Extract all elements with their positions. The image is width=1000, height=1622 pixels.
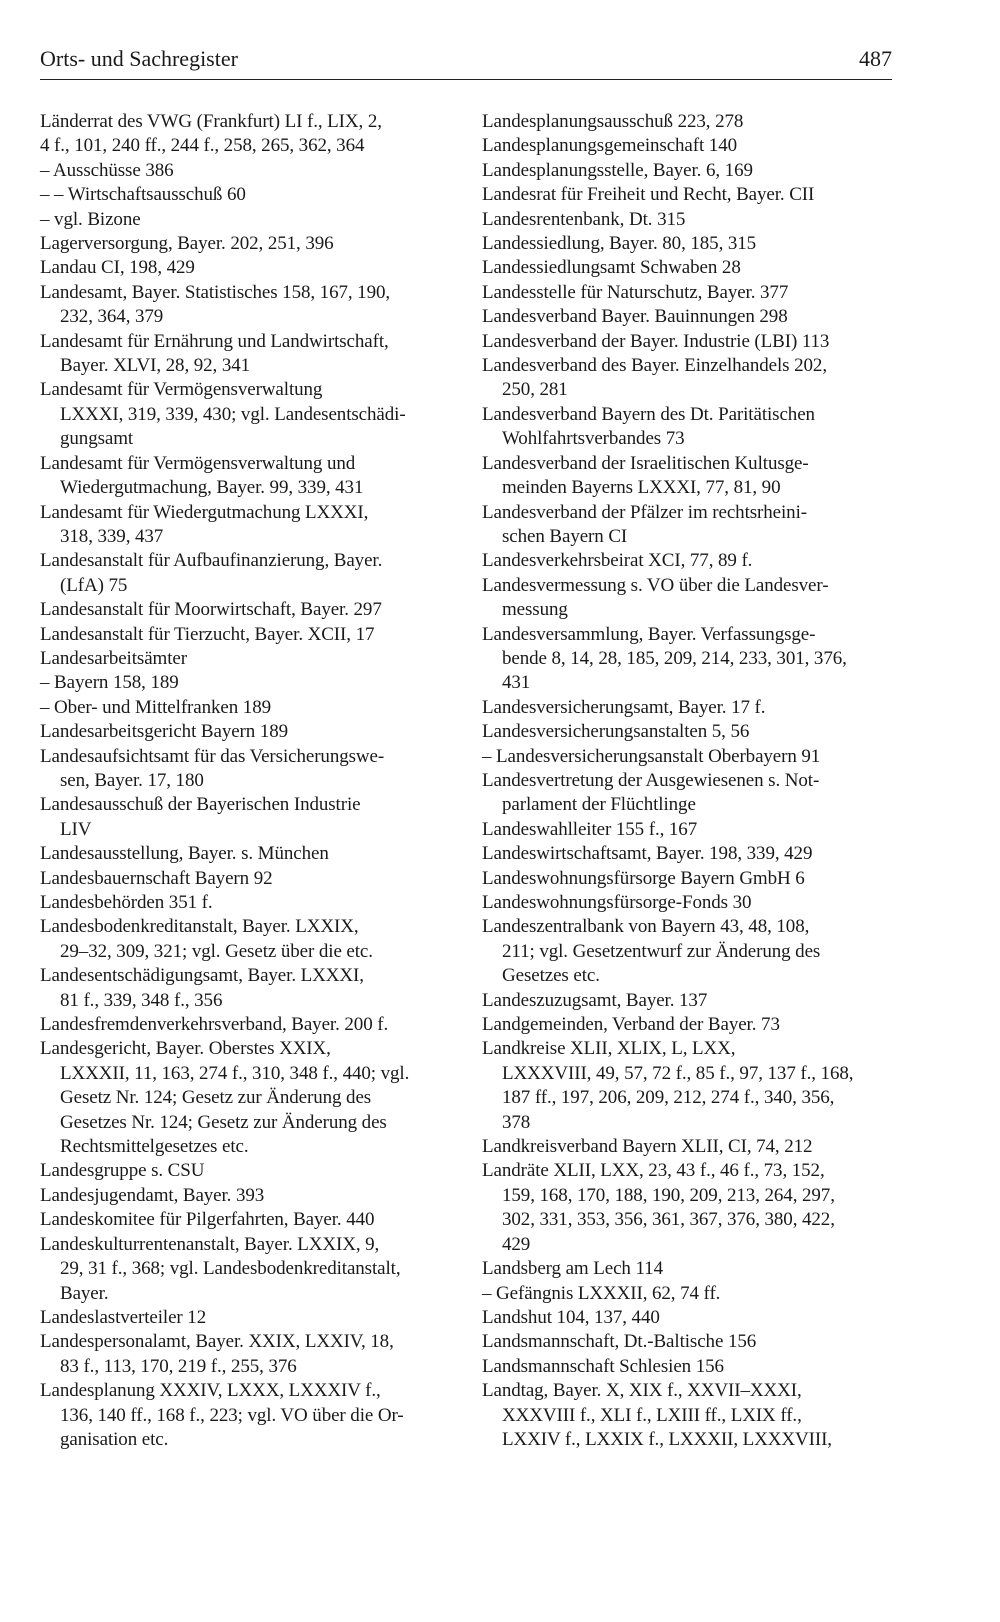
index-entry-continuation: LXXXVIII, 49, 57, 72 f., 85 f., 97, 137 f., 168,: [502, 1062, 854, 1084]
index-entry: Landesfremdenverkehrsverband, Bayer. 200 f.: [40, 1014, 389, 1036]
index-entry: – Bayern 158, 189: [40, 672, 179, 694]
index-entry: – – Wirtschaftsausschuß 60: [40, 184, 246, 206]
index-entry-continuation: 378: [502, 1111, 531, 1133]
index-entry: Länderrat des VWG (Frankfurt) LI f., LIX, 2,: [40, 111, 382, 132]
index-entry: Landesamt für Vermögensverwaltung: [40, 379, 323, 401]
index-entry: Landesrat für Freiheit und Recht, Bayer. CII: [482, 184, 815, 206]
index-column-right: [482, 110, 902, 1452]
index-entry: Landesplanungsstelle, Bayer. 6, 169: [482, 159, 753, 181]
index-entry: Landesamt für Vermögensverwaltung und: [40, 452, 356, 474]
index-entry-continuation: gungsamt: [60, 428, 134, 450]
index-entry-continuation: 159, 168, 170, 188, 190, 209, 213, 264, 297,: [502, 1184, 835, 1206]
index-entry: Landesjugendamt, Bayer. 393: [40, 1184, 265, 1206]
running-header: [40, 46, 892, 72]
index-entry: Landesgruppe s. CSU: [40, 1160, 205, 1182]
index-entry-continuation: 81 f., 339, 348 f., 356: [60, 989, 223, 1011]
index-entry-continuation: 318, 339, 437: [60, 525, 164, 547]
index-entry: – Ausschüsse 386: [40, 159, 174, 181]
index-entry-continuation: 250, 281: [502, 379, 568, 401]
index-entry-continuation: LXXXI, 319, 339, 430; vgl. Landesentschädi-: [60, 403, 406, 425]
index-entry: Landesbodenkreditanstalt, Bayer. LXXIX,: [40, 916, 359, 938]
index-entry-continuation: Gesetz Nr. 124; Gesetz zur Änderung des: [60, 1087, 372, 1109]
index-entry: Landsmannschaft Schlesien 156: [482, 1355, 724, 1377]
header-title: Orts- und Sachregister: [40, 46, 238, 71]
index-entry-continuation: Bayer. XLVI, 28, 92, 341: [60, 355, 251, 377]
index-entry: Landeswohnungsfürsorge-Fonds 30: [482, 892, 752, 913]
index-entry: Landesrentenbank, Dt. 315: [482, 208, 686, 230]
index-entry: Landesverband der Israelitischen Kultusge-: [482, 452, 809, 474]
index-entry: – Ober- und Mittelfranken 189: [40, 696, 271, 718]
index-entry-continuation: 232, 364, 379: [60, 306, 164, 328]
index-entry: Landesanstalt für Moorwirtschaft, Bayer. 297: [40, 599, 382, 621]
index-entry: Landesverband Bayern des Dt. Paritätischen: [482, 403, 815, 425]
index-column-left: [40, 110, 450, 1452]
index-entry: Landesentschädigungsamt, Bayer. LXXXI,: [40, 965, 364, 987]
index-entry: Landesverband des Bayer. Einzelhandels 202,: [482, 355, 827, 377]
index-entry: Landesversicherungsamt, Bayer. 17 f.: [482, 696, 766, 718]
index-entry-continuation: Rechtsmittelgesetzes etc.: [60, 1136, 249, 1158]
index-entry: Landesaufsichtsamt für das Versicherungswe-: [40, 745, 385, 767]
index-entry: Landessiedlungsamt Schwaben 28: [482, 257, 741, 279]
index-entry: Landesversicherungsanstalten 5, 56: [482, 721, 750, 743]
index-entry-continuation: Wiedergutmachung, Bayer. 99, 339, 431: [60, 477, 364, 499]
index-entry: Landeskomitee für Pilgerfahrten, Bayer. 440: [40, 1209, 375, 1231]
index-entry-continuation: 83 f., 113, 170, 219 f., 255, 376: [60, 1355, 297, 1377]
index-entry: Landtag, Bayer. X, XIX f., XXVII–XXXI,: [482, 1380, 802, 1402]
index-entry: Landesausschuß der Bayerischen Industrie: [40, 794, 361, 816]
index-entry: Landesverband Bayer. Bauinnungen 298: [482, 306, 788, 328]
index-entry-continuation: 302, 331, 353, 356, 361, 367, 376, 380, 422,: [502, 1209, 835, 1231]
index-entry: Landesanstalt für Tierzucht, Bayer. XCII, 17: [40, 623, 375, 645]
index-entry: – Gefängnis LXXXII, 62, 74 ff.: [482, 1282, 721, 1304]
index-entry-continuation: 429: [502, 1233, 531, 1255]
index-entry-continuation: (LfA) 75: [60, 574, 128, 596]
index-entry-continuation: 29, 31 f., 368; vgl. Landesbodenkreditanstalt,: [60, 1258, 401, 1280]
index-entry-continuation: 211; vgl. Gesetzentwurf zur Änderung des: [502, 940, 821, 962]
index-entry: Landeswohnungsfürsorge Bayern GmbH 6: [482, 867, 805, 889]
index-entry: Landesverband der Pfälzer im rechtsrheini-: [482, 501, 807, 523]
index-entry: Landesgericht, Bayer. Oberstes XXIX,: [40, 1038, 331, 1060]
index-entry: Landesanstalt für Aufbaufinanzierung, Bayer.: [40, 550, 383, 572]
index-entry: Landesversammlung, Bayer. Verfassungsge-: [482, 623, 816, 645]
index-entry-continuation: LIV: [60, 818, 92, 840]
index-entry: Landesplanung XXXIV, LXXX, LXXXIV f.,: [40, 1380, 381, 1402]
index-entry-continuation: messung: [502, 599, 568, 621]
index-entry: Landessiedlung, Bayer. 80, 185, 315: [482, 233, 757, 255]
index-entry-continuation: Wohlfahrtsverbandes 73: [502, 428, 685, 450]
index-entry-continuation: sen, Bayer. 17, 180: [60, 769, 204, 791]
index-entry: Landesamt für Wiedergutmachung LXXXI,: [40, 501, 369, 523]
index-entry: Landesbehörden 351 f.: [40, 892, 213, 913]
index-entry-continuation: meinden Bayerns LXXXI, 77, 81, 90: [502, 477, 781, 499]
index-entry: Landesbauernschaft Bayern 92: [40, 867, 273, 889]
index-entry: Landeswirtschaftsamt, Bayer. 198, 339, 429: [482, 843, 813, 865]
index-entry: Landeslastverteiler 12: [40, 1306, 207, 1328]
index-entry: Landgemeinden, Verband der Bayer. 73: [482, 1014, 780, 1036]
index-entry: Landesplanungsgemeinschaft 140: [482, 135, 738, 157]
index-entry: Landespersonalamt, Bayer. XXIX, LXXIV, 18,: [40, 1331, 394, 1353]
index-entry: Landesamt für Ernährung und Landwirtschaft,: [40, 330, 389, 352]
index-entry: Landräte XLII, LXX, 23, 43 f., 46 f., 73, 152,: [482, 1160, 825, 1182]
index-entry-continuation: schen Bayern CI: [502, 525, 628, 547]
index-entry: Landesstelle für Naturschutz, Bayer. 377: [482, 281, 789, 303]
index-entry-continuation: LXXXII, 11, 163, 274 f., 310, 348 f., 440; vgl.: [60, 1062, 410, 1084]
index-entry: – vgl. Bizone: [40, 208, 141, 230]
index-entry: Landeszentralbank von Bayern 43, 48, 108,: [482, 916, 810, 938]
index-entry: Landsberg am Lech 114: [482, 1258, 663, 1280]
index-entry: Landeszuzugsamt, Bayer. 137: [482, 989, 708, 1011]
index-entry: Lagerversorgung, Bayer. 202, 251, 396: [40, 233, 334, 255]
index-entry-continuation: bende 8, 14, 28, 185, 209, 214, 233, 301, 376,: [502, 647, 847, 669]
index-entry: Landau CI, 198, 429: [40, 257, 195, 279]
index-entry: Landesausstellung, Bayer. s. München: [40, 843, 329, 865]
index-entry: Landesvermessung s. VO über die Landesver-: [482, 574, 829, 596]
index-entry: Landesvertretung der Ausgewiesenen s. Not-: [482, 769, 820, 791]
index-entry-continuation: 29–32, 309, 321; vgl. Gesetz über die etc.: [60, 940, 373, 962]
index-entry: 4 f., 101, 240 ff., 244 f., 258, 265, 362, 364: [40, 135, 365, 157]
index-entry: Landesarbeitsämter: [40, 647, 187, 669]
index-entry-continuation: Bayer.: [60, 1282, 109, 1304]
index-entry-continuation: parlament der Flüchtlinge: [502, 794, 696, 816]
index-entry: – Landesversicherungsanstalt Oberbayern 91: [482, 745, 821, 767]
index-entry-continuation: Gesetzes etc.: [502, 965, 600, 987]
index-entry-continuation: 136, 140 ff., 168 f., 223; vgl. VO über die Or-: [60, 1404, 404, 1426]
index-entry: Landeswahlleiter 155 f., 167: [482, 818, 698, 840]
index-entry-continuation: Gesetzes Nr. 124; Gesetz zur Änderung des: [60, 1111, 387, 1133]
index-entry-continuation: ganisation etc.: [60, 1428, 169, 1450]
page-number: 487: [859, 46, 892, 71]
index-entry: Landsmannschaft, Dt.-Baltische 156: [482, 1331, 757, 1353]
index-entry: Landkreisverband Bayern XLII, CI, 74, 212: [482, 1136, 813, 1158]
index-entry: Landeskulturrentenanstalt, Bayer. LXXIX, 9,: [40, 1233, 380, 1255]
index-entry: Landesarbeitsgericht Bayern 189: [40, 721, 289, 743]
index-entry: Landesverkehrsbeirat XCI, 77, 89 f.: [482, 550, 753, 572]
index-entry: Landshut 104, 137, 440: [482, 1306, 660, 1328]
index-entry-continuation: LXXIV f., LXXIX f., LXXXII, LXXXVIII,: [502, 1428, 832, 1450]
index-entry: Landesamt, Bayer. Statistisches 158, 167, 190,: [40, 281, 391, 303]
header-rule: [40, 79, 892, 80]
index-entry-continuation: 431: [502, 672, 531, 694]
index-entry: Landesplanungsausschuß 223, 278: [482, 111, 744, 132]
index-entry: Landkreise XLII, XLIX, L, LXX,: [482, 1038, 736, 1060]
index-entry-continuation: 187 ff., 197, 206, 209, 212, 274 f., 340, 356,: [502, 1087, 835, 1109]
index-entry-continuation: XXXVIII f., XLI f., LXIII ff., LXIX ff.,: [502, 1404, 802, 1426]
index-entry: Landesverband der Bayer. Industrie (LBI) 113: [482, 330, 830, 352]
